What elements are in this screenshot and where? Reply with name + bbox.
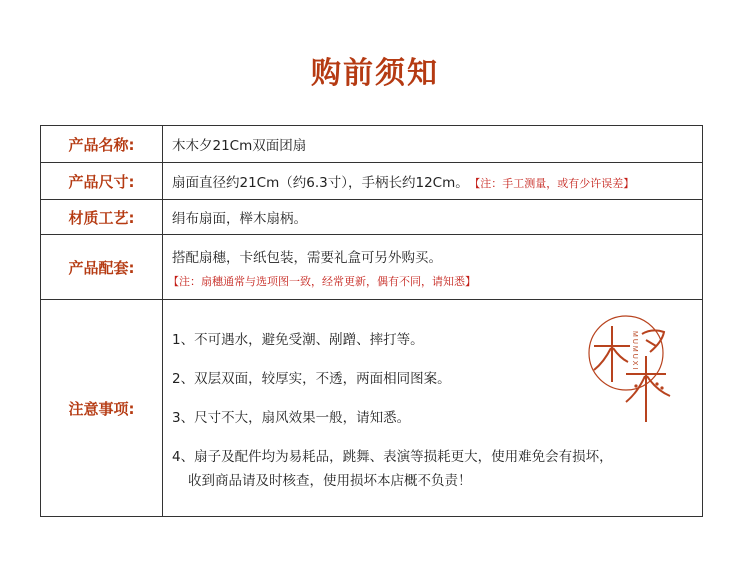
table-row-accessories <box>41 235 703 300</box>
logo-text: MUMUXI <box>631 331 638 372</box>
product-size-text: 扇面直径约21Cm（约6.3寸），手柄长约12Cm。 <box>172 175 469 191</box>
accessories-note: 【注：扇穗通常与选项图一致，经常更新，偶有不同，请知悉】 <box>168 274 476 288</box>
label-material: 材质工艺: <box>41 200 163 235</box>
product-info-table <box>40 125 703 517</box>
table-row-notices <box>41 300 703 517</box>
label-accessories: 产品配套: <box>41 235 163 300</box>
material-text: 绢布扇面，榉木扇柄。 <box>172 211 307 227</box>
page-title: 购前须知 <box>311 56 439 91</box>
notice-item-2: 2、双层双面，较厚实，不透，两面相同图案。 <box>172 370 451 387</box>
value-notices <box>163 300 703 517</box>
table-row-name <box>41 126 703 163</box>
notice-item-3: 3、尺寸不大，扇风效果一般，请知悉。 <box>172 409 411 426</box>
label-product-name: 产品名称: <box>41 126 163 163</box>
value-product-size <box>163 163 703 200</box>
table-row-material <box>41 200 703 235</box>
table-row-size <box>41 163 703 200</box>
brand-logo <box>580 304 690 426</box>
notice-item-4-continued: 收到商品请及时核查，使用损坏本店概不负责！ <box>188 472 472 489</box>
value-material <box>163 200 703 235</box>
label-product-size: 产品尺寸: <box>41 163 163 200</box>
value-product-name <box>163 126 703 163</box>
value-accessories <box>163 235 703 300</box>
notice-item-1: 1、不可遇水，避免受潮、剐蹭、摔打等。 <box>172 331 424 348</box>
product-name-text: 木木夕21Cm双面团扇 <box>172 138 307 154</box>
accessories-text: 搭配扇穗，卡纸包装，需要礼盒可另外购买。 <box>172 249 442 266</box>
label-notices: 注意事项: <box>41 300 163 517</box>
size-note: 【注：手工测量，或有少许误差】 <box>474 177 635 190</box>
notice-item-4: 4、扇子及配件均为易耗品，跳舞、表演等损耗更大，使用难免会有损坏， <box>172 448 613 465</box>
